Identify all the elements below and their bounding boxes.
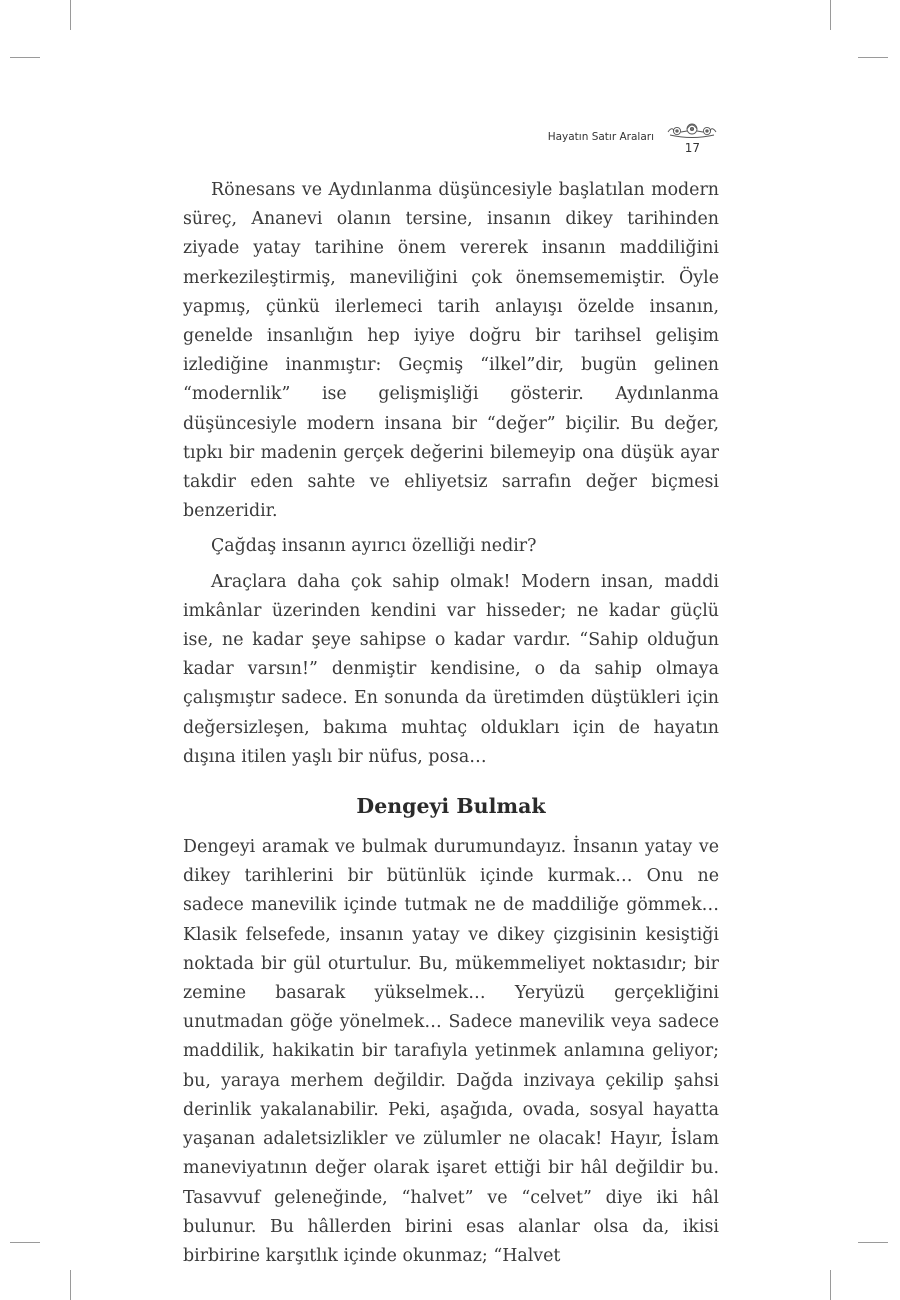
page-number: 17 xyxy=(684,141,700,155)
crop-mark-top-right xyxy=(830,0,831,30)
paragraph-question: Çağdaş insanın ayırıcı özelliği nedir? xyxy=(211,536,537,557)
paragraph-balance: Dengeyi aramak ve bulmak durumundayız. İnsanın yatay ve dikey tarihlerini bir bütünlük içinde kurmak… Onu ne sadece manevilik içinde tutmak ne de maddiliğe gömmek… Klasik felsefede, insanın yatay ve dikey çizgisinin kesiştiği noktada bir gül oturtulur. Bu, mükemmeliyet noktasıdır; bir zemine basarak yükselmek… Yeryüzü gerçekliğini unutmadan göğe yönelmek… Sadece manevilik veya sadece maddilik, hakikatin bir tarafıyla yetinmek anlamına geliyor; bu, yaraya merhem değildir. Dağda inzivaya çekilip şahsi derinlik yakalanabilir. Peki, aşağıda, ovada, sosyal hayatta yaşanan adaletsizlikler ve zülumler ne olacak! Hayır, İslam maneviyatının değer olarak işaret ettiği bir hâl değildir bu. Tasavvuf geleneğinde, “halvet” ve “celvet” diye iki hâl bulunur. Bu hâllerden birini esas alanlar olsa da, ikisi birbirine karşıtlık içinde okunmaz; “Halvet xyxy=(183,837,719,1266)
crop-mark-top-left-h xyxy=(10,57,40,58)
page-body xyxy=(183,176,719,1271)
floral-ornament-icon xyxy=(664,120,720,142)
paragraph-tools: Araçlara daha çok sahip olmak! Modern insan, maddi imkânlar üzerinden kendini var hisseder; ne kadar güçlü ise, ne kadar şeye sahipse o kadar vardır. “Sahip olduğun kadar varsın!” denmiştir kendisine, o da sahip olmaya çalışmıştır sadece. En sonunda da üretimden düştükleri için değersizleşen, bakıma muhtaç oldukları için de hayatın dışına itilen yaşlı bir nüfus, posa… xyxy=(183,571,719,767)
running-title: Hayatın Satır Araları xyxy=(547,131,654,143)
crop-mark-bottom-left xyxy=(70,1270,71,1300)
crop-mark-bottom-right-h xyxy=(858,1242,888,1243)
crop-mark-top-right-h xyxy=(858,57,888,58)
crop-mark-bottom-left-h xyxy=(10,1242,40,1243)
section-heading: Dengeyi Bulmak xyxy=(356,794,546,819)
paragraph-modern-process: Rönesans ve Aydınlanma düşüncesiyle başlatılan modern süreç, Ananevi olanın tersine, insanın dikey tarihinden ziyade yatay tarihine önem vererek insanın maddiliğini merkezileştirmiş, maneviliğini çok önemsememiştir. Öyle yapmış, çünkü ilerlemeci tarih anlayışı özelde insanın, genelde insanlığın hep iyiye doğru bir tarihsel gelişim izlediğine inanmıştır: Geçmiş “ilkel”dir, bugün gelinen “modernlik” ise gelişmişliği gösterir. Aydınlanma düşüncesiyle modern insana bir “değer” biçilir. Bu değer, tıpkı bir madenin gerçek değerini bilemeyip ona düşük ayar takdir eden sahte ve ehliyetsiz sarrafın değer biçmesi benzeridir. xyxy=(183,180,719,522)
crop-mark-bottom-right xyxy=(830,1270,831,1300)
running-header xyxy=(540,120,720,160)
crop-mark-top-left xyxy=(70,0,71,30)
